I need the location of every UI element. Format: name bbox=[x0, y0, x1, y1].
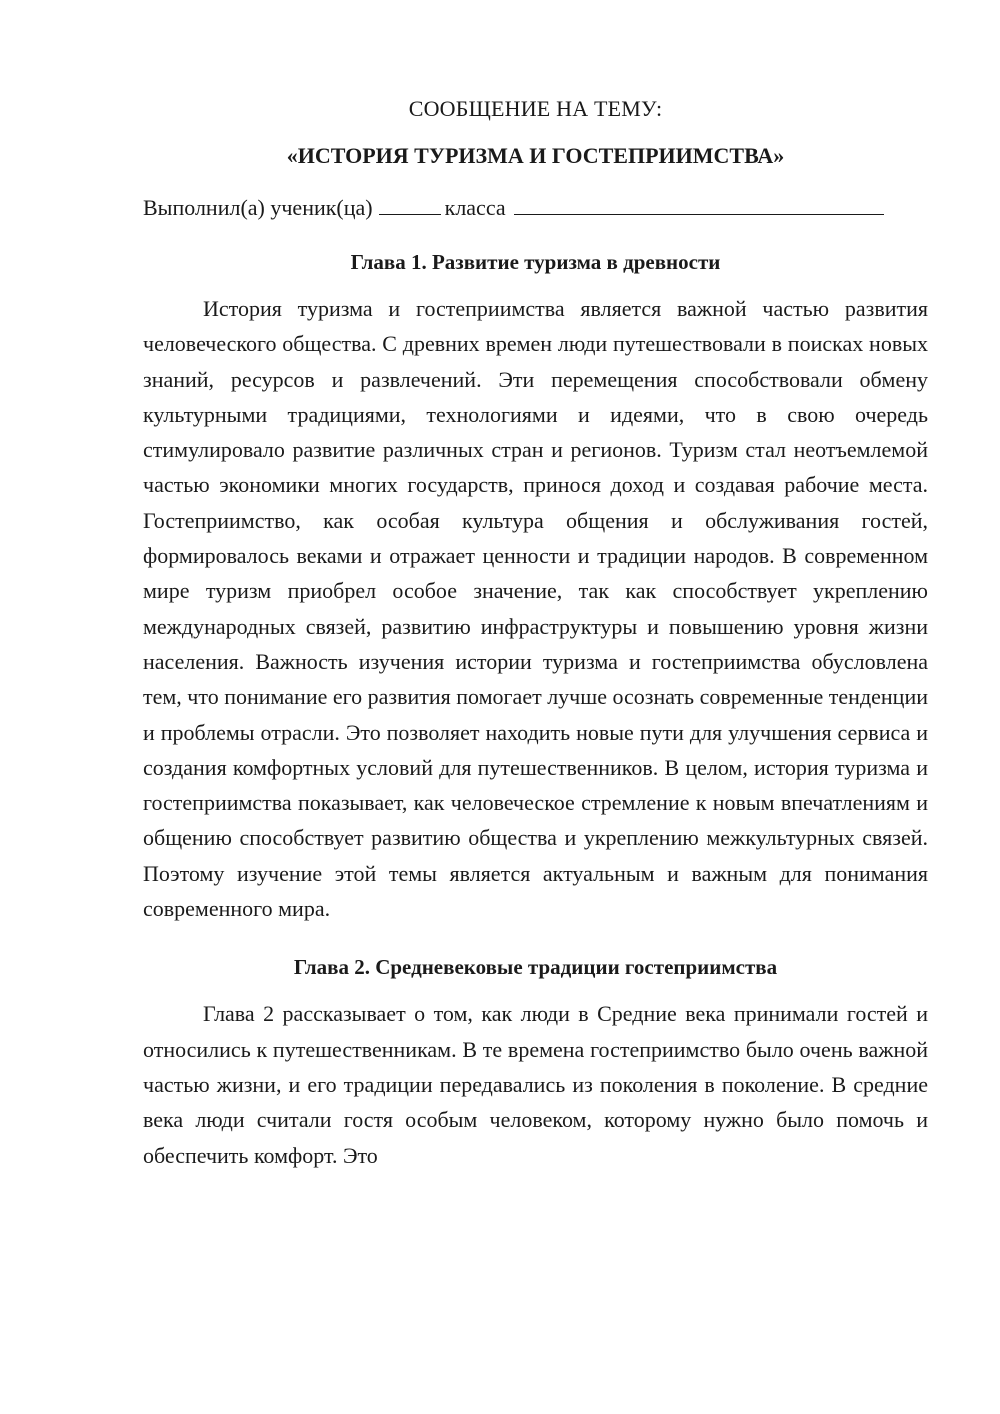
document-page bbox=[143, 92, 928, 1173]
chapter-1-heading: Глава 1. Развитие туризма в древности bbox=[350, 250, 721, 274]
student-name-blank bbox=[514, 192, 884, 215]
chapter-1-paragraph: История туризма и гостеприимства является важной частью развития человеческого общества. С древних времен люди путешествовали в поисках новых знаний, ресурсов и развлечений. Эти перемещения способствовали обмену культурными традициями, технологиями и идеями, что в свою очередь стимулировало развитие различных стран и регионов. Туризм стал неотъемлемой частью экономики многих государств, принося доход и создавая рабочие места. Гостеприимство, как особая культура общения и обслуживания гостей, формировалось веками и отражает ценности и традиции народов. В современном мире туризм приобрел особое значение, так как способствует укреплению международных связей, развитию инфраструктуры и повышению уровня жизни населения. Важность изучения истории туризма и гостеприимства обусловлена тем, что понимание его развития помогает лучше осознать современные тенденции и проблемы отрасли. Это позволяет находить новые пути для улучшения сервиса и создания комфортных условий для путешественников. В целом, история туризма и гостеприимства показывает, как человеческое стремление к новым впечатлениям и общению способствует развитию общества и укреплению межкультурных связей. Поэтому изучение этой темы является актуальным и важным для понимания современного мира. bbox=[143, 296, 928, 922]
document-title-line1: СООБЩЕНИЕ НА ТЕМУ: bbox=[408, 96, 663, 121]
document-title-topic: «ИСТОРИЯ ТУРИЗМА И ГОСТЕПРИИМСТВА» bbox=[286, 143, 785, 168]
class-number-blank bbox=[379, 192, 441, 215]
chapter-2-paragraph: Глава 2 рассказывает о том, как люди в Средние века принимали гостей и относились к путешественникам. В те времена гостеприимство было очень важной частью жизни, и его традиции передавались из поколения в поколение. В средние века люди считали гостя особым человеком, которому нужно было помочь и обеспечить комфорт. Это bbox=[143, 1001, 928, 1168]
class-label: класса bbox=[444, 195, 506, 220]
author-label: Выполнил(а) ученик(ца) bbox=[143, 195, 373, 220]
author-line bbox=[143, 191, 928, 225]
chapter-2-heading: Глава 2. Средневековые традиции гостеприимства bbox=[293, 955, 778, 980]
